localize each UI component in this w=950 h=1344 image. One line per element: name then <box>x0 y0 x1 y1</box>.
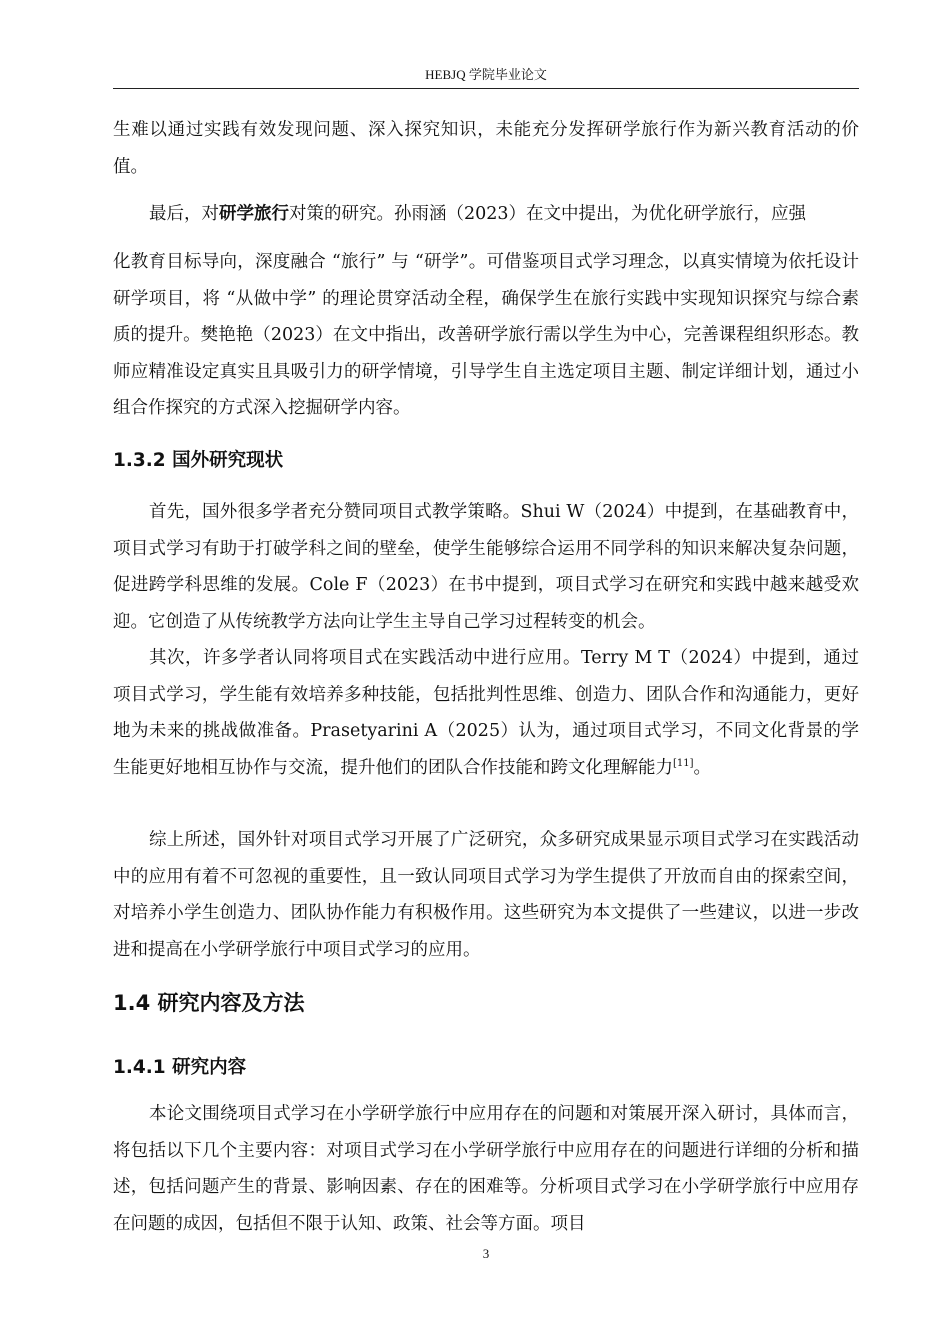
paragraph-text: 。 <box>693 757 712 778</box>
paragraph-foreign-research-2 <box>113 640 859 786</box>
page-number: 3 <box>482 1246 490 1261</box>
paragraph-final-strategy <box>113 196 859 233</box>
section-heading-1-3-2: 1.3.2 国外研究现状 <box>113 450 284 471</box>
section-heading-1-4-1: 1.4.1 研究内容 <box>113 1057 247 1078</box>
running-header: HEBJQ 学院毕业论文 <box>425 67 547 82</box>
header-divider <box>113 88 859 89</box>
bold-term: 研学旅行 <box>219 204 289 224</box>
paragraph-final-strategy-cont: 化教育目标导向，深度融合 “旅行” 与 “研学”。可借鉴项目式学习理念，以真实情境为依托设计研学项目，将 “从做中学” 的理论贯穿活动全程，确保学生在旅行实践中实现知识探究与综合素质的提升。樊艳艳（2023）在文中指出，改善研学旅行需以学生为中心，完善课程组织形态。教师应精准设定真实且具吸引力的研学情境，引导学生自主选定项目主题、制定详细计划，通过小组合作探究的方式深入挖掘研学内容。 <box>113 252 859 418</box>
paragraph-text: 对策的研究。孙雨涵（2023）在文中提出，为优化研学旅行，应强 <box>289 204 807 224</box>
paragraph-text: 其次，许多学者认同将项目式在实践活动中进行应用。Terry M T（2024）中提到，通过项目式学习，学生能有效培养多种技能，包括批判性思维、创造力、团队合作和沟通能力，更好地为未来的挑战做准备。Prasetyarini A（2025）认为，通过项目式学习，不同文化背景的学生能更好地相互协作与交流，提升他们的团队合作技能和跨文化理解能力 <box>113 648 859 778</box>
paragraph-research-content: 本论文围绕项目式学习在小学研学旅行中应用存在的问题和对策展开深入研讨，具体而言，将包括以下几个主要内容：对项目式学习在小学研学旅行中应用存在的问题进行详细的分析和描述，包括问题产生的背景、影响因素、存在的困难等。分析项目式学习在小学研学旅行中应用存在问题的成因，包括但不限于认知、政策、社会等方面。项目 <box>113 1104 859 1234</box>
section-heading-1-4: 1.4 研究内容及方法 <box>113 991 305 1015</box>
paragraph-continuation: 生难以通过实践有效发现问题、深入探究知识，未能充分发挥研学旅行作为新兴教育活动的价值。 <box>113 120 859 177</box>
paragraph-summary: 综上所述，国外针对项目式学习开展了广泛研究，众多研究成果显示项目式学习在实践活动中的应用有着不可忽视的重要性，且一致认同项目式学习为学生提供了开放而自由的探索空间，对培养小学生创造力、团队协作能力有积极作用。这些研究为本文提供了一些建议，以进一步改进和提高在小学研学旅行中项目式学习的应用。 <box>113 830 859 960</box>
paragraph-text: 最后，对 <box>149 204 219 224</box>
paragraph-foreign-research-1: 首先，国外很多学者充分赞同项目式教学策略。Shui W（2024）中提到，在基础教育中，项目式学习有助于打破学科之间的壁垒，使学生能够综合运用不同学科的知识来解决复杂问题，促进跨学科思维的发展。Cole F（2023）在书中提到，项目式学习在研究和实践中越来越受欢迎。它创造了从传统教学方法向让学生主导自己学习过程转变的机会。 <box>113 502 859 632</box>
citation-marker: [11] <box>673 757 694 769</box>
